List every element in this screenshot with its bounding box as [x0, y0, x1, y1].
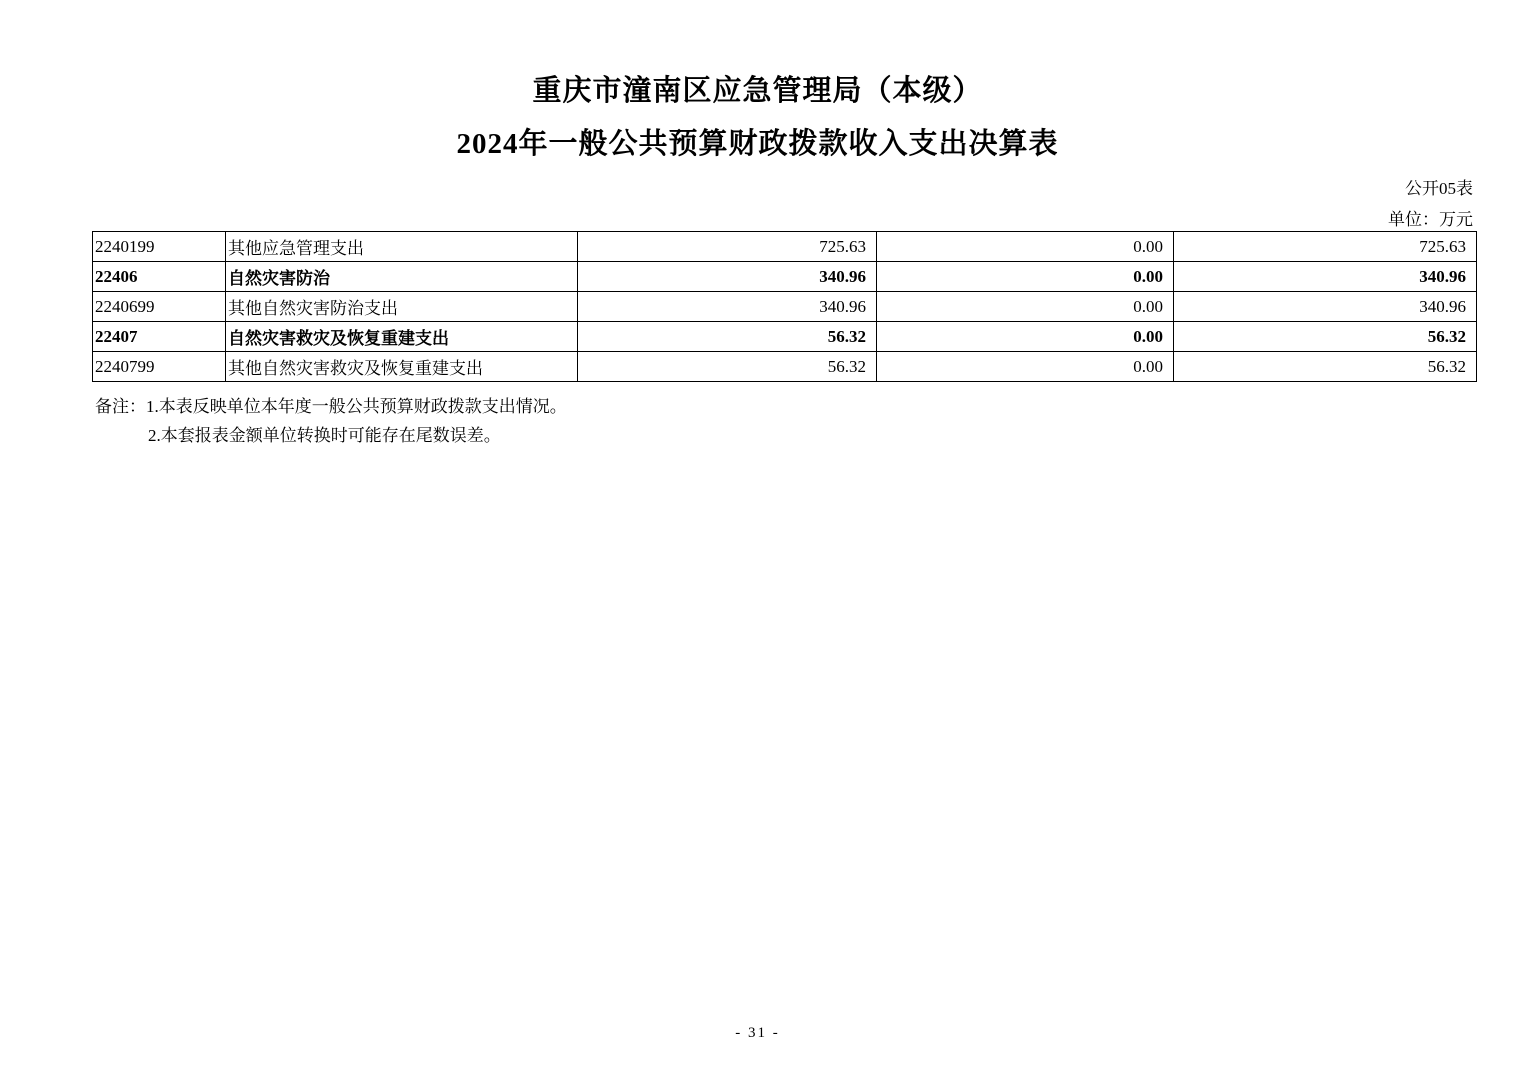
value-cell: 0.00 [877, 292, 1174, 322]
value-cell: 340.96 [578, 292, 877, 322]
subject-code-cell: 2240699 [93, 292, 226, 322]
subject-name-cell: 其他自然灾害救灾及恢复重建支出 [226, 352, 578, 382]
remark-note-1: 备注：1.本表反映单位本年度一般公共预算财政拨款支出情况。 [95, 397, 567, 416]
subject-code-cell: 2240799 [93, 352, 226, 382]
value-cell: 0.00 [877, 232, 1174, 262]
subject-name-cell: 其他自然灾害防治支出 [226, 292, 578, 322]
table-row [93, 232, 1477, 262]
value-cell: 340.96 [1174, 262, 1477, 292]
value-cell: 0.00 [877, 352, 1174, 382]
value-cell: 725.63 [1174, 232, 1477, 262]
subject-code-cell: 22407 [93, 322, 226, 352]
remark-note-2: 2.本套报表金额单位转换时可能存在尾数误差。 [148, 426, 501, 445]
subject-code-cell: 22406 [93, 262, 226, 292]
value-cell: 340.96 [578, 262, 877, 292]
value-cell: 340.96 [1174, 292, 1477, 322]
page-number: - 31 - [735, 1025, 780, 1041]
page-title: 重庆市潼南区应急管理局（本级） [532, 75, 983, 107]
table-row [93, 262, 1477, 292]
table-row [93, 292, 1477, 322]
subject-name-cell: 自然灾害防治 [226, 262, 578, 292]
budget-table [92, 231, 1477, 382]
value-cell: 0.00 [877, 262, 1174, 292]
value-cell: 725.63 [578, 232, 877, 262]
subject-code-cell: 2240199 [93, 232, 226, 262]
page-subtitle: 2024年一般公共预算财政拨款收入支出决算表 [456, 128, 1059, 160]
value-cell: 56.32 [578, 322, 877, 352]
form-code-label: 公开05表 [1405, 179, 1473, 198]
subject-name-cell: 自然灾害救灾及恢复重建支出 [226, 322, 578, 352]
value-cell: 0.00 [877, 322, 1174, 352]
value-cell: 56.32 [578, 352, 877, 382]
table-row [93, 352, 1477, 382]
unit-label: 单位：万元 [1388, 210, 1473, 229]
value-cell: 56.32 [1174, 322, 1477, 352]
subject-name-cell: 其他应急管理支出 [226, 232, 578, 262]
table-row [93, 322, 1477, 352]
value-cell: 56.32 [1174, 352, 1477, 382]
